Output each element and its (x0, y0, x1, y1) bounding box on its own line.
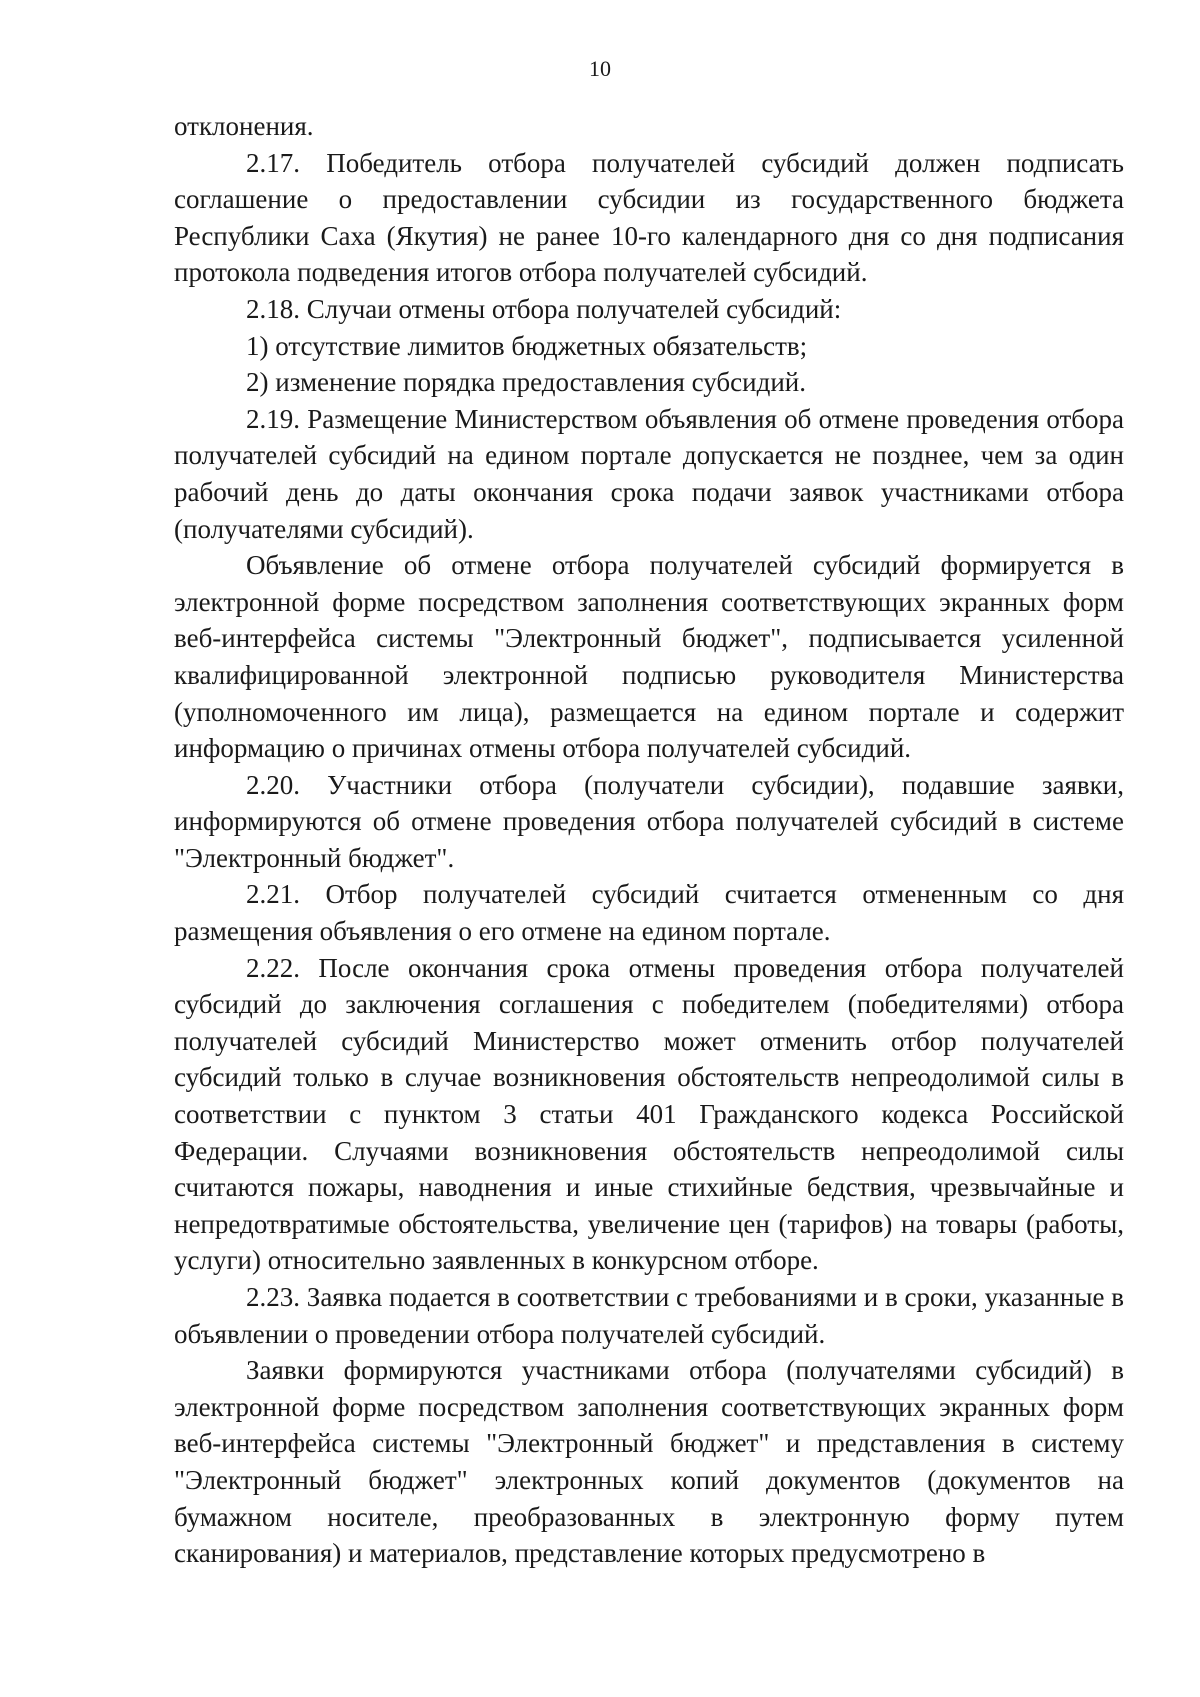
paragraph-2-20: 2.20. Участники отбора (получатели субсидии), подавшие заявки, информируются об отмене проведения отбора получателей субсидий в системе "Электронный бюджет". (174, 769, 1124, 873)
paragraph-2-18-item-2: 2) изменение порядка предоставления субсидий. (246, 367, 806, 398)
page-number: 10 (589, 56, 611, 81)
paragraph-2-22: 2.22. После окончания срока отмены проведения отбора получателей субсидий до заключения соглашения с победителем (победителями) отбора получателей субсидий Министерство может отменить отбор получателей субсидий только в случае возникновения обстоятельств непреодолимой силы в соответствии с пунктом 3 статьи 401 Гражданского кодекса Российской Федерации. Случаями возникновения обстоятельств непреодолимой силы считаются пожары, наводнения и иные стихийные бедствия, чрезвычайные и непредотвратимые обстоятельства, увеличение цен (тарифов) на товары (работы, услуги) относительно заявленных в конкурсном отборе. (174, 952, 1124, 1276)
paragraph-2-19: 2.19. Размещение Министерством объявления об отмене проведения отбора получателей субсидий на едином портале допускается не позднее, чем за один рабочий день до даты окончания срока подачи заявок участниками отбора (получателями субсидий). (174, 403, 1124, 544)
paragraph-2-21: 2.21. Отбор получателей субсидий считается отмененным со дня размещения объявления о его отмене на едином портале. (174, 879, 1124, 947)
paragraph-2-18-item-1: 1) отсутствие лимитов бюджетных обязательств; (246, 330, 808, 361)
paragraph-applications: Заявки формируются участниками отбора (получателями субсидий) в электронной форме посредством заполнения соответствующих экранных форм веб-интерфейса системы "Электронный бюджет" и представления в систему "Электронный бюджет" электронных копий документов (документов на бумажном носителе, преобразованных в электронную форму путем сканирования) и материалов, представление которых предусмотрено в (174, 1355, 1124, 1569)
document-body (174, 108, 1124, 1572)
paragraph-continuation: отклонения. (174, 111, 314, 141)
paragraph-2-17: 2.17. Победитель отбора получателей субсидий должен подписать соглашение о предоставлении субсидии из государственного бюджета Республики Саха (Якутия) не ранее 10-го календарного дня со дня подписания протокола подведения итогов отбора получателей субсидий. (174, 147, 1124, 288)
paragraph-cancellation-notice: Объявление об отмене отбора получателей субсидий формируется в электронной форме посредством заполнения соответствующих экранных форм веб-интерфейса системы "Электронный бюджет", подписывается усиленной квалифицированной электронной подписью руководителя Министерства (уполномоченного им лица), размещается на едином портале и содержит информацию о причинах отмены отбора получателей субсидий. (174, 550, 1124, 764)
paragraph-2-23: 2.23. Заявка подается в соответствии с требованиями и в сроки, указанные в объявлении о проведении отбора получателей субсидий. (174, 1282, 1124, 1349)
paragraph-2-18: 2.18. Случаи отмены отбора получателей субсидий: (246, 293, 842, 324)
